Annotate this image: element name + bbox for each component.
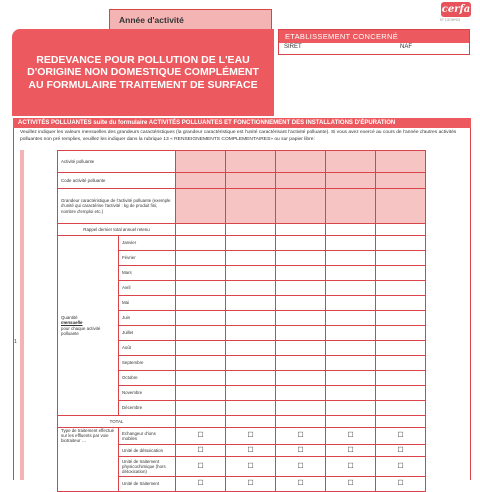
table-row	[58, 416, 426, 428]
value-cell[interactable]	[326, 371, 376, 386]
treatment-label: Unité de détoxication	[119, 445, 176, 457]
etablissement-label: ETABLISSEMENT CONCERNÉ	[279, 30, 469, 43]
treatment-checkbox[interactable]: ☐	[276, 477, 326, 492]
value-cell[interactable]	[276, 296, 326, 311]
row-label: Rappel dernier total annuel retenu	[58, 224, 176, 236]
treatment-checkbox[interactable]: ☐	[226, 457, 276, 477]
treatment-checkbox[interactable]: ☐	[276, 428, 326, 445]
month-label: Mai	[119, 296, 176, 311]
month-label: Juillet	[119, 326, 176, 341]
cerfa-number: N° 13749*03	[440, 18, 460, 22]
value-cell[interactable]	[226, 401, 276, 416]
siret-label: SIRET	[284, 44, 302, 50]
section-title: ACTIVITÉS POLLUANTES suite du formulaire ACTIVITÉS POLLUANTES ET FONCTIONNEMENT DES INSTALLATIONS D'ÉPURATION	[13, 118, 471, 128]
value-cell[interactable]	[226, 371, 276, 386]
value-cell[interactable]	[376, 266, 426, 281]
month-label: Janvier	[119, 236, 176, 251]
value-cell[interactable]	[326, 236, 376, 251]
etablissement-box	[278, 29, 470, 55]
value-cell[interactable]	[376, 236, 426, 251]
activities-table	[57, 150, 426, 492]
value-cell[interactable]	[176, 341, 226, 356]
value-cell[interactable]	[176, 356, 226, 371]
value-cell[interactable]	[226, 296, 276, 311]
table-row	[58, 173, 426, 189]
value-cell[interactable]	[276, 311, 326, 326]
treatment-checkbox[interactable]: ☐	[276, 445, 326, 457]
treatment-checkbox[interactable]: ☐	[176, 428, 226, 445]
treatment-checkbox[interactable]: ☐	[276, 457, 326, 477]
value-cell[interactable]	[176, 296, 226, 311]
value-cell[interactable]	[276, 151, 326, 173]
value-cell[interactable]	[176, 151, 226, 173]
treatment-group-label: Type de traitement effectué sur les effluents par voie biotraiteur …	[58, 428, 119, 492]
value-cell[interactable]	[326, 296, 376, 311]
value-cell[interactable]	[226, 311, 276, 326]
value-cell[interactable]	[176, 386, 226, 401]
treatment-checkbox[interactable]: ☐	[226, 477, 276, 492]
value-cell[interactable]	[326, 416, 376, 428]
treatment-checkbox[interactable]: ☐	[176, 477, 226, 492]
value-cell[interactable]	[276, 341, 326, 356]
treatment-checkbox[interactable]: ☐	[376, 445, 426, 457]
treatment-checkbox[interactable]: ☐	[326, 428, 376, 445]
value-cell[interactable]	[176, 326, 226, 341]
total-label: TOTAL	[58, 416, 176, 428]
value-cell[interactable]	[326, 326, 376, 341]
month-label: Février	[119, 251, 176, 266]
treatment-checkbox[interactable]: ☐	[376, 428, 426, 445]
value-cell[interactable]	[376, 401, 426, 416]
left-margin-bar	[20, 150, 24, 480]
year-label: Année d'activité	[119, 15, 184, 25]
table-row	[58, 428, 426, 445]
form-title: REDEVANCE POUR POLLUTION DE L'EAU D'ORIGINE NON DOMESTIQUE COMPLÉMENT AU FORMULAIRE TRAITEMENT DE SURFACE	[27, 53, 259, 91]
value-cell[interactable]	[276, 371, 326, 386]
treatment-label: Echangeur d'ions mobiles	[119, 428, 176, 445]
value-cell[interactable]	[226, 151, 276, 173]
value-cell[interactable]	[276, 356, 326, 371]
value-cell[interactable]	[376, 386, 426, 401]
treatment-checkbox[interactable]: ☐	[376, 477, 426, 492]
value-cell[interactable]	[376, 173, 426, 189]
value-cell[interactable]	[226, 281, 276, 296]
value-cell[interactable]	[176, 189, 226, 224]
value-cell[interactable]	[326, 386, 376, 401]
treatment-checkbox[interactable]: ☐	[176, 445, 226, 457]
value-cell[interactable]	[326, 224, 376, 236]
value-cell[interactable]	[376, 251, 426, 266]
value-cell[interactable]	[376, 356, 426, 371]
table-row	[58, 189, 426, 224]
month-label: Décembre	[119, 401, 176, 416]
form-title-box	[12, 29, 274, 116]
value-cell[interactable]	[376, 189, 426, 224]
value-cell[interactable]	[176, 371, 226, 386]
value-cell[interactable]	[276, 224, 326, 236]
value-cell[interactable]	[176, 173, 226, 189]
value-cell[interactable]	[326, 151, 376, 173]
row-label: Code activité polluante	[58, 173, 176, 189]
value-cell[interactable]	[226, 173, 276, 189]
treatment-checkbox[interactable]: ☐	[176, 457, 226, 477]
quantity-label: Quantité	[61, 315, 78, 321]
value-cell[interactable]	[326, 173, 376, 189]
value-cell[interactable]	[176, 266, 226, 281]
value-cell[interactable]	[226, 224, 276, 236]
month-label: Septembre	[119, 356, 176, 371]
treatment-checkbox[interactable]: ☐	[326, 477, 376, 492]
value-cell[interactable]	[176, 311, 226, 326]
value-cell[interactable]	[226, 386, 276, 401]
value-cell[interactable]	[176, 401, 226, 416]
quantity-sublabel: pour chaque activité polluante	[61, 325, 101, 336]
value-cell[interactable]	[226, 326, 276, 341]
value-cell[interactable]	[326, 341, 376, 356]
value-cell[interactable]	[226, 251, 276, 266]
value-cell[interactable]	[326, 251, 376, 266]
month-label: Novembre	[119, 386, 176, 401]
value-cell[interactable]	[376, 151, 426, 173]
table-row	[58, 236, 426, 251]
treatment-checkbox[interactable]: ☐	[326, 457, 376, 477]
value-cell[interactable]	[226, 189, 276, 224]
value-cell[interactable]	[276, 401, 326, 416]
treatment-checkbox[interactable]: ☐	[226, 445, 276, 457]
value-cell[interactable]	[226, 356, 276, 371]
value-cell[interactable]	[176, 281, 226, 296]
treatment-checkbox[interactable]: ☐	[326, 445, 376, 457]
value-cell[interactable]	[226, 266, 276, 281]
value-cell[interactable]	[326, 356, 376, 371]
value-cell[interactable]	[226, 236, 276, 251]
month-label: Octobre	[119, 371, 176, 386]
value-cell[interactable]	[276, 266, 326, 281]
value-cell[interactable]	[326, 281, 376, 296]
value-cell[interactable]	[276, 416, 326, 428]
value-cell[interactable]	[276, 326, 326, 341]
year-field[interactable]	[109, 9, 272, 31]
value-cell[interactable]	[376, 281, 426, 296]
value-cell[interactable]	[276, 236, 326, 251]
value-cell[interactable]	[376, 416, 426, 428]
row-label: Activité polluante	[58, 151, 176, 173]
value-cell[interactable]	[376, 311, 426, 326]
quantity-group-label	[58, 236, 119, 416]
value-cell[interactable]	[176, 416, 226, 428]
month-label: Août	[119, 341, 176, 356]
value-cell[interactable]	[276, 173, 326, 189]
treatment-checkbox[interactable]: ☐	[226, 428, 276, 445]
value-cell[interactable]	[376, 341, 426, 356]
value-cell[interactable]	[176, 224, 226, 236]
value-cell[interactable]	[326, 401, 376, 416]
table-row	[58, 224, 426, 236]
value-cell[interactable]	[326, 189, 376, 224]
month-label: Avril	[119, 281, 176, 296]
treatment-checkbox[interactable]: ☐	[376, 457, 426, 477]
value-cell[interactable]	[376, 371, 426, 386]
value-cell[interactable]	[226, 341, 276, 356]
value-cell[interactable]	[376, 296, 426, 311]
value-cell[interactable]	[176, 251, 226, 266]
mensuelle-label: mensuelle	[61, 320, 83, 326]
row-label: Grandeur caractéristique de l'activité polluante (exemple d'unité qui caractérise l'activité : kg de produit fini, nombre d'emploi etc.)	[58, 189, 176, 224]
table-row	[58, 151, 426, 173]
treatment-label: Unité de traitement	[119, 477, 176, 492]
value-cell[interactable]	[326, 266, 376, 281]
value-cell[interactable]	[326, 311, 376, 326]
naf-label: NAF	[400, 44, 412, 50]
month-label: Mars	[119, 266, 176, 281]
month-label: Juin	[119, 311, 176, 326]
cerfa-logo: cerfa	[441, 4, 471, 15]
value-cell[interactable]	[376, 224, 426, 236]
value-cell[interactable]	[376, 326, 426, 341]
row-number: 1	[14, 339, 17, 345]
section-intro: Veuillez indiquer les valeurs mensuelles des grandeurs caractéristiques (la grandeur caractéristique est l'unité caractérisant l'activité polluante). Si vous avez exercé au cours de l'année d'autres activités polluantes non pré remplies, veuillez les indiquer dans la rubrique 13 « RENSEIGNEMENTS COMPLEMENTAIRES» ou sur papier libre:	[20, 130, 457, 142]
value-cell[interactable]	[276, 189, 326, 224]
value-cell[interactable]	[276, 251, 326, 266]
value-cell[interactable]	[276, 281, 326, 296]
value-cell[interactable]	[176, 236, 226, 251]
value-cell[interactable]	[276, 386, 326, 401]
treatment-label: Unité de traitement physicochimique (hors détoxication)	[119, 457, 176, 477]
value-cell[interactable]	[226, 416, 276, 428]
